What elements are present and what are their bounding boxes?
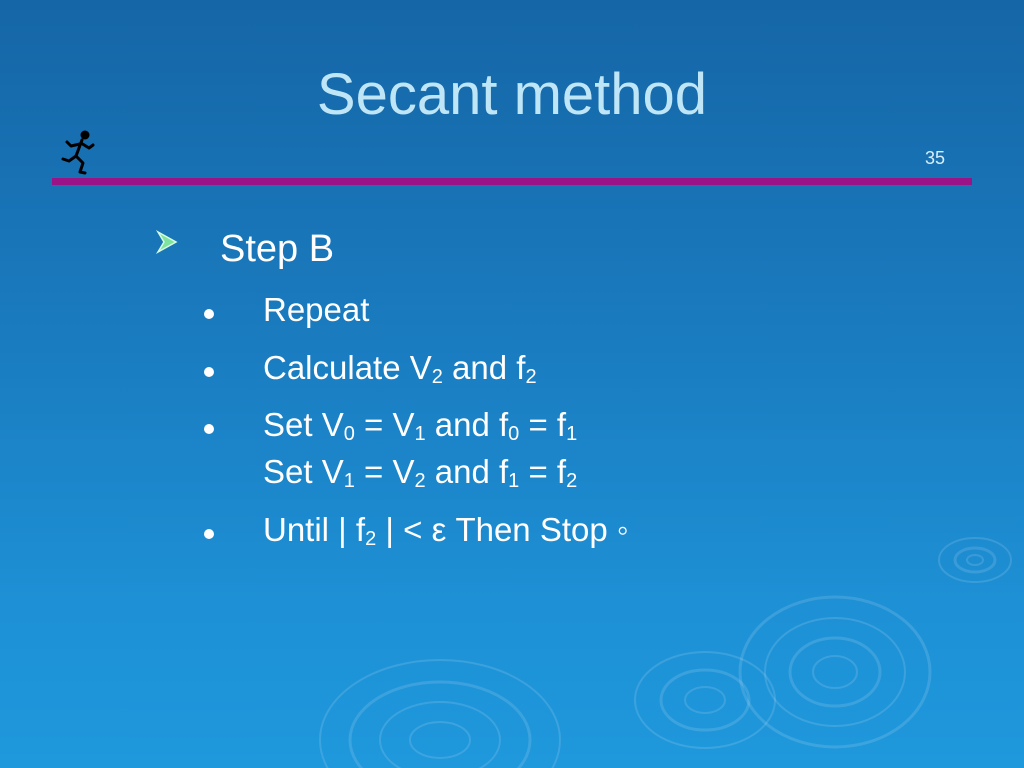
slide-title: Secant method: [316, 62, 708, 127]
list-item-line: Calculate $V_2$ and $f_2$: [263, 349, 537, 388]
arrow-bullet-icon: [155, 230, 179, 254]
dot-bullet-icon: [204, 529, 214, 539]
list-item-line: Set $V_1 = V_2$ and $f_1 = f_2$: [263, 453, 578, 492]
list-item-text: [263, 290, 369, 337]
list-item-text: [263, 405, 577, 499]
dot-bullet-icon: [204, 424, 214, 434]
dot-bullet-icon: [204, 309, 214, 319]
page-number: 35: [925, 148, 946, 168]
bullet-step-b-label: Step B: [220, 228, 335, 270]
dot-bullet-icon: [204, 367, 214, 377]
list-item-line: Repeat: [263, 291, 370, 328]
list-item-text: [263, 510, 629, 557]
list-item-line: Set $V_0 = V_1$ and $f_0 = f_1$: [263, 406, 578, 445]
list-item-line: Until | $f_2$ | < ε Then Stop ◦: [263, 511, 629, 550]
list-item-text: [263, 348, 537, 395]
